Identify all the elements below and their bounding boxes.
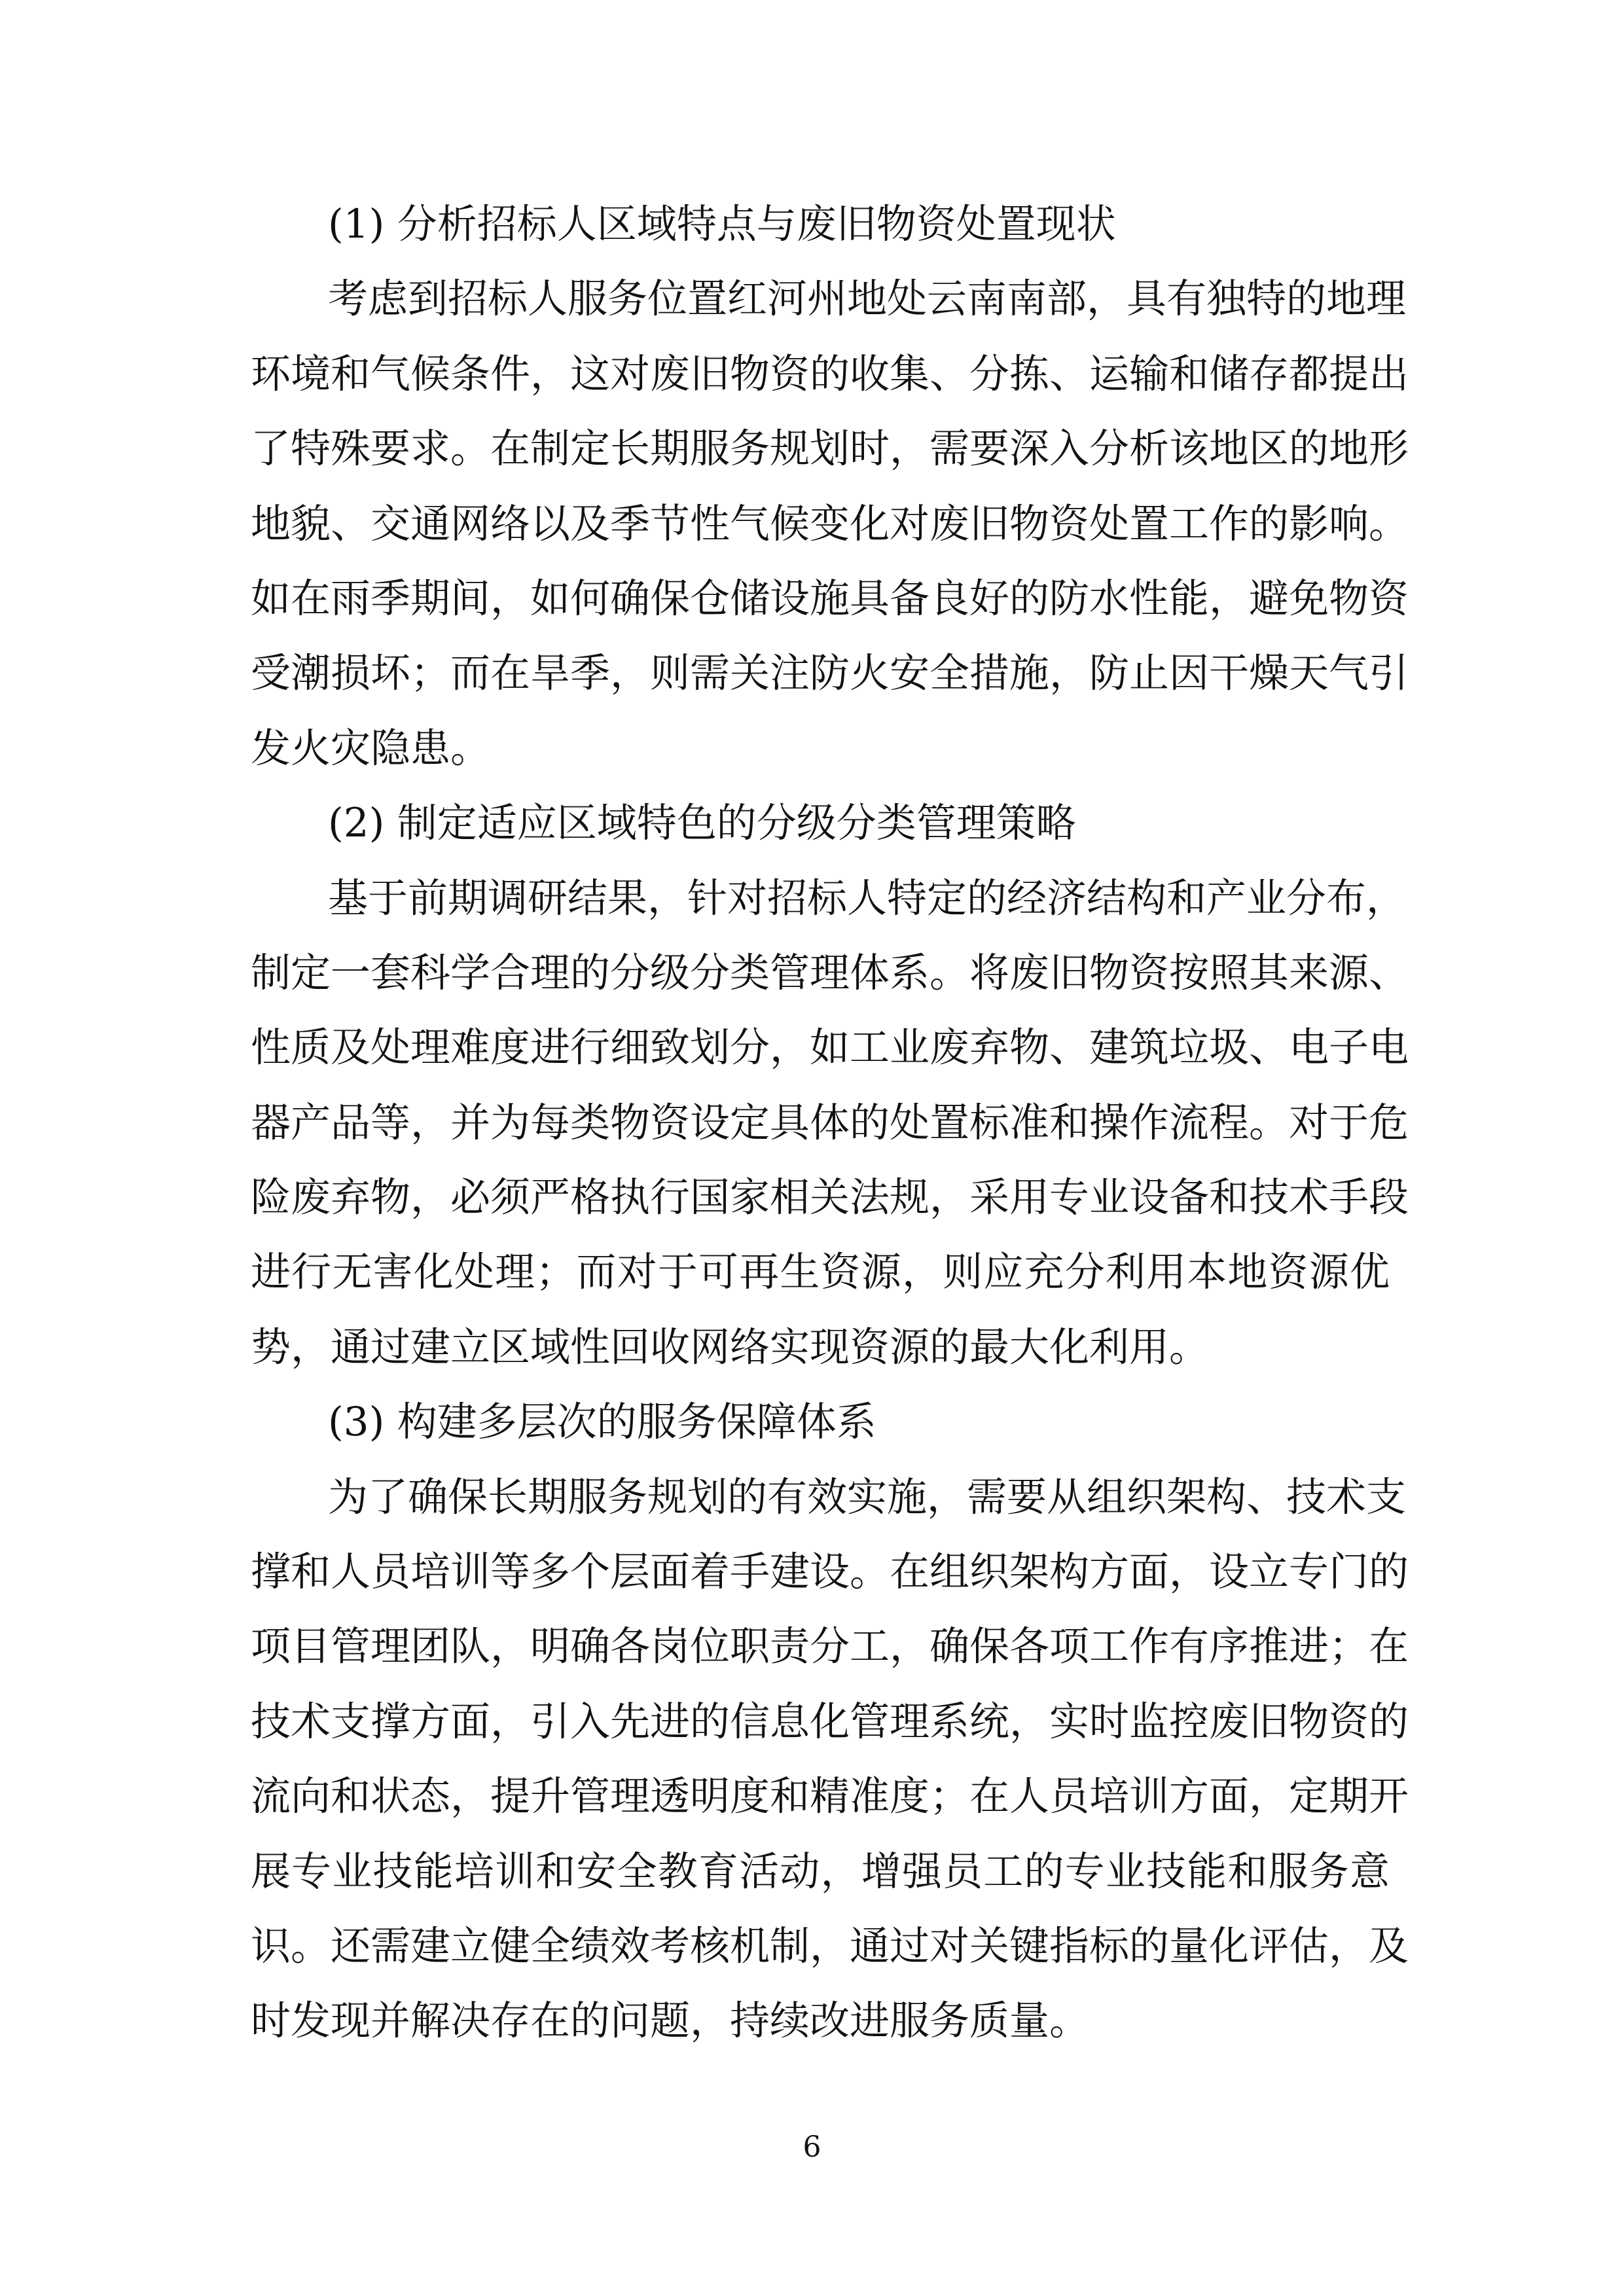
text-line: 受潮损坏；而在旱季，则需关注防火安全措施，防止因干燥天气引 — [251, 650, 1409, 697]
text-line: 性质及处理难度进行细致划分，如工业废弃物、建筑垃圾、电子电 — [251, 1024, 1409, 1071]
text-line: 制定一套科学合理的分级分类管理体系。将废旧物资按照其来源、 — [251, 949, 1409, 996]
text-line: 地貌、交通网络以及季节性气候变化对废旧物资处置工作的影响。 — [251, 500, 1409, 547]
document-body — [251, 187, 1409, 2059]
text-line: 撑和人员培训等多个层面着手建设。在组织架构方面，设立专门的 — [251, 1549, 1409, 1596]
text-line: 识。还需建立健全绩效考核机制，通过对关键指标的量化评估，及 — [251, 1922, 1409, 1969]
text-line: 进行无害化处理；而对于可再生资源，则应充分利用本地资源优 — [251, 1249, 1390, 1296]
text-line: 势，通过建立区域性回收网络实现资源的最大化利用。 — [251, 1323, 1210, 1371]
text-line: 时发现并解决存在的问题，持续改进服务质量。 — [251, 1998, 1090, 2045]
paragraph — [251, 262, 1409, 786]
text-line: 技术支撑方面，引入先进的信息化管理系统，实时监控废旧物资的 — [251, 1698, 1409, 1745]
text-line: 为了确保长期服务规划的有效实施，需要从组织架构、技术支 — [328, 1473, 1407, 1520]
text-line: 环境和气候条件，这对废旧物资的收集、分拣、运输和储存都提出 — [251, 350, 1409, 397]
text-line: 考虑到招标人服务位置红河州地处云南南部，具有独特的地理 — [328, 276, 1407, 323]
section-heading: (2) 制定适应区域特色的分级分类管理策略 — [328, 800, 1076, 847]
page-number: 6 — [803, 2130, 821, 2164]
paragraph — [251, 861, 1409, 1386]
text-line: 展专业技能培训和安全教育活动，增强员工的专业技能和服务意 — [251, 1848, 1390, 1895]
text-line: 项目管理团队，明确各岗位职责分工，确保各项工作有序推进；在 — [251, 1623, 1409, 1670]
section-heading: (3) 构建多层次的服务保障体系 — [328, 1399, 876, 1446]
paragraph — [251, 1460, 1409, 2059]
text-line: 基于前期调研结果，针对招标人特定的经济结构和产业分布， — [328, 874, 1407, 922]
section-heading: (1) 分析招标人区域特点与废旧物资处置现状 — [328, 201, 1116, 247]
text-line: 发火灾隐患。 — [251, 725, 491, 772]
text-line: 险废弃物，必须严格执行国家相关法规，采用专业设备和技术手段 — [251, 1174, 1409, 1221]
text-line: 了特殊要求。在制定长期服务规划时，需要深入分析该地区的地形 — [251, 425, 1409, 473]
text-line: 如在雨季期间，如何确保仓储设施具备良好的防水性能，避免物资 — [251, 575, 1409, 622]
text-line: 流向和状态，提升管理透明度和精准度；在人员培训方面，定期开 — [251, 1773, 1409, 1820]
text-line: 器产品等，并为每类物资设定具体的处置标准和操作流程。对于危 — [251, 1099, 1409, 1146]
